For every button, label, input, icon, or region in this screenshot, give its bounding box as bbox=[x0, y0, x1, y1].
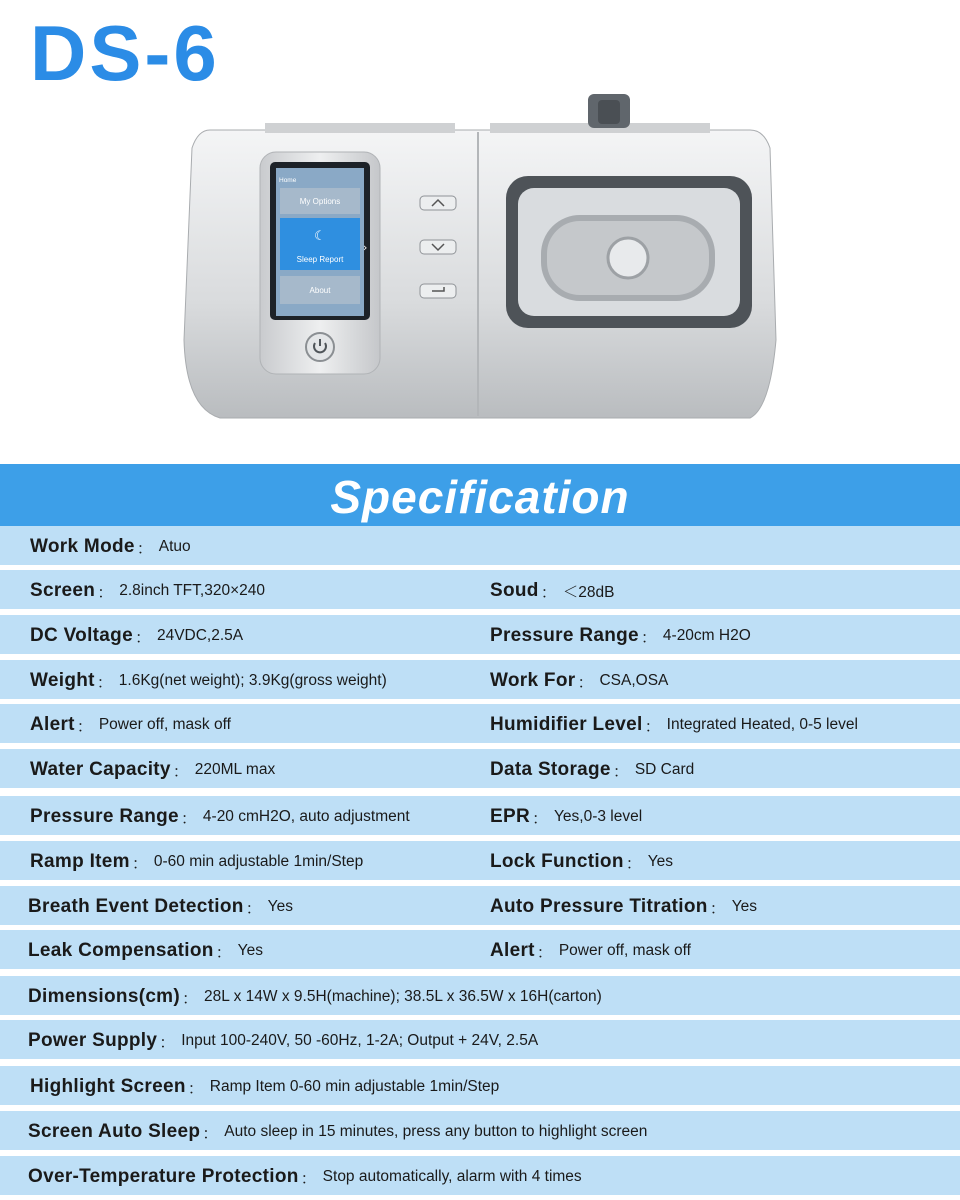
spec-separator: ： bbox=[159, 1034, 176, 1052]
spec-cell-right bbox=[490, 660, 668, 702]
specification-banner bbox=[0, 464, 960, 526]
spec-row bbox=[0, 976, 960, 1018]
spec-separator: ： bbox=[187, 1080, 204, 1098]
spec-row bbox=[0, 660, 960, 702]
spec-separator: ： bbox=[709, 900, 726, 918]
spec-value: Yes bbox=[267, 898, 293, 915]
spec-row bbox=[0, 570, 960, 612]
screen-item-sleep-report: Sleep Report bbox=[296, 255, 344, 264]
spec-row bbox=[0, 796, 960, 838]
spec-cell-left bbox=[30, 796, 410, 838]
chevron-right-icon: › bbox=[363, 241, 368, 254]
spec-separator: ： bbox=[540, 584, 557, 602]
spec-cell-right bbox=[490, 570, 614, 612]
spec-separator: ： bbox=[644, 718, 661, 736]
spec-separator: ： bbox=[172, 763, 189, 781]
spec-value: Atuo bbox=[158, 538, 191, 555]
spec-cell-right bbox=[490, 930, 691, 972]
spec-separator: ： bbox=[182, 990, 199, 1008]
spec-label: Screen bbox=[30, 580, 96, 601]
spec-separator: ： bbox=[245, 900, 262, 918]
spec-value: 24VDC,2.5A bbox=[156, 627, 244, 644]
spec-cell-right bbox=[490, 886, 757, 928]
spec-value: 2.8inch TFT,320×240 bbox=[119, 582, 265, 599]
spec-separator: ： bbox=[640, 629, 657, 647]
screen-item-about: About bbox=[309, 286, 331, 295]
spec-table bbox=[0, 526, 960, 1200]
spec-value: Yes bbox=[237, 942, 263, 959]
spec-value: Yes,0-3 level bbox=[553, 808, 643, 825]
spec-label: Ramp Item bbox=[30, 851, 130, 872]
spec-cell-right bbox=[490, 704, 858, 746]
spec-cell-left bbox=[28, 886, 293, 928]
spec-separator: ： bbox=[96, 674, 113, 692]
spec-value: 1.6Kg(net weight); 3.9Kg(gross weight) bbox=[118, 672, 387, 689]
spec-separator: ： bbox=[76, 718, 93, 736]
spec-cell-left bbox=[28, 930, 263, 972]
spec-label: Work For bbox=[490, 670, 576, 691]
spec-separator: ： bbox=[131, 855, 148, 873]
spec-value: Yes bbox=[647, 853, 674, 870]
spec-cell-left bbox=[30, 841, 363, 883]
spec-value: Yes bbox=[731, 898, 758, 915]
spec-separator: ： bbox=[136, 540, 153, 558]
pressure-knob bbox=[588, 94, 630, 128]
spec-label: Data Storage bbox=[490, 759, 611, 780]
spec-value: Stop automatically, alarm with 4 times bbox=[322, 1168, 582, 1185]
spec-label: EPR bbox=[490, 806, 530, 827]
spec-cell-left bbox=[30, 526, 191, 568]
spec-label: Screen Auto Sleep bbox=[28, 1121, 201, 1142]
spec-separator: ： bbox=[202, 1125, 219, 1143]
spec-row bbox=[0, 1020, 960, 1062]
spec-separator: ： bbox=[531, 810, 548, 828]
screen-item-my-options: My Options bbox=[299, 197, 341, 206]
spec-separator: ： bbox=[134, 629, 151, 647]
spec-value: ＜28dB bbox=[562, 584, 615, 601]
spec-cell-right bbox=[490, 615, 751, 657]
spec-value: Input 100-240V, 50 -60Hz, 1-2A; Output + 24V, 2.5A bbox=[181, 1032, 539, 1049]
spec-cell-left bbox=[30, 660, 387, 702]
spec-separator: ： bbox=[577, 674, 594, 692]
spec-label: Leak Compensation bbox=[28, 940, 214, 961]
spec-label: Dimensions(cm) bbox=[28, 986, 181, 1007]
spec-label: DC Voltage bbox=[30, 625, 133, 646]
spec-label: Pressure Range bbox=[490, 625, 639, 646]
spec-value: 220ML max bbox=[194, 761, 276, 778]
spec-label: Highlight Screen bbox=[30, 1076, 186, 1097]
spec-cell-right bbox=[490, 796, 642, 838]
spec-cell-left bbox=[30, 704, 231, 746]
spec-row bbox=[0, 704, 960, 746]
spec-cell-left bbox=[28, 1111, 647, 1153]
spec-row bbox=[0, 1066, 960, 1108]
spec-row bbox=[0, 930, 960, 972]
spec-row bbox=[0, 886, 960, 928]
specification-heading: Specification bbox=[330, 471, 630, 523]
spec-row bbox=[0, 615, 960, 657]
power-button bbox=[306, 333, 334, 361]
spec-cell-left bbox=[28, 1156, 582, 1198]
spec-value: Auto sleep in 15 minutes, press any button to highlight screen bbox=[224, 1123, 648, 1140]
spec-row bbox=[0, 1111, 960, 1153]
spec-separator: ： bbox=[97, 584, 114, 602]
spec-cell-left bbox=[30, 1066, 499, 1108]
spec-separator: ： bbox=[612, 763, 629, 781]
spec-cell-left bbox=[30, 749, 275, 791]
spec-separator: ： bbox=[536, 944, 553, 962]
spec-separator: ： bbox=[180, 810, 197, 828]
product-title: DS-6 bbox=[30, 9, 220, 97]
humidifier-window bbox=[506, 176, 752, 328]
spec-label: Pressure Range bbox=[30, 806, 179, 827]
spec-value: 0-60 min adjustable 1min/Step bbox=[153, 853, 364, 870]
spec-label: Alert bbox=[490, 940, 535, 961]
spec-label: Humidifier Level bbox=[490, 714, 643, 735]
spec-cell-right bbox=[490, 841, 673, 883]
spec-value: CSA,OSA bbox=[599, 672, 669, 689]
spec-row bbox=[0, 1156, 960, 1198]
spec-value: Ramp Item 0-60 min adjustable 1min/Step bbox=[209, 1078, 500, 1095]
cpap-device-image bbox=[170, 90, 790, 440]
spec-label: Soud bbox=[490, 580, 539, 601]
spec-value: Power off, mask off bbox=[558, 942, 691, 959]
device-screen bbox=[270, 162, 370, 320]
spec-value: Power off, mask off bbox=[98, 716, 231, 733]
spec-cell-left bbox=[28, 976, 602, 1018]
spec-cell-left bbox=[30, 615, 243, 657]
spec-value: 28L x 14W x 9.5H(machine); 38.5L x 36.5W x 16H(carton) bbox=[204, 988, 602, 1005]
sleep-icon: ☾ bbox=[314, 229, 326, 244]
spec-separator: ： bbox=[215, 944, 232, 962]
spec-label: Power Supply bbox=[28, 1030, 158, 1051]
spec-separator: ： bbox=[300, 1170, 317, 1188]
spec-label: Weight bbox=[30, 670, 95, 691]
spec-row bbox=[0, 841, 960, 883]
spec-cell-left bbox=[28, 1020, 538, 1062]
spec-label: Lock Function bbox=[490, 851, 624, 872]
spec-value: 4-20 cmH2O, auto adjustment bbox=[202, 808, 410, 825]
spec-label: Auto Pressure Titration bbox=[490, 896, 708, 917]
spec-separator: ： bbox=[625, 855, 642, 873]
spec-row bbox=[0, 526, 960, 568]
spec-label: Water Capacity bbox=[30, 759, 171, 780]
spec-label: Breath Event Detection bbox=[28, 896, 244, 917]
spec-label: Over-Temperature Protection bbox=[28, 1166, 299, 1187]
spec-value: SD Card bbox=[634, 761, 695, 778]
spec-value: 4-20cm H2O bbox=[662, 627, 751, 644]
spec-label: Alert bbox=[30, 714, 75, 735]
spec-cell-left bbox=[30, 570, 265, 612]
spec-row bbox=[0, 749, 960, 791]
screen-header: Home bbox=[279, 177, 297, 184]
spec-label: Work Mode bbox=[30, 536, 135, 557]
spec-cell-right bbox=[490, 749, 694, 791]
spec-value: Integrated Heated, 0-5 level bbox=[666, 716, 858, 733]
